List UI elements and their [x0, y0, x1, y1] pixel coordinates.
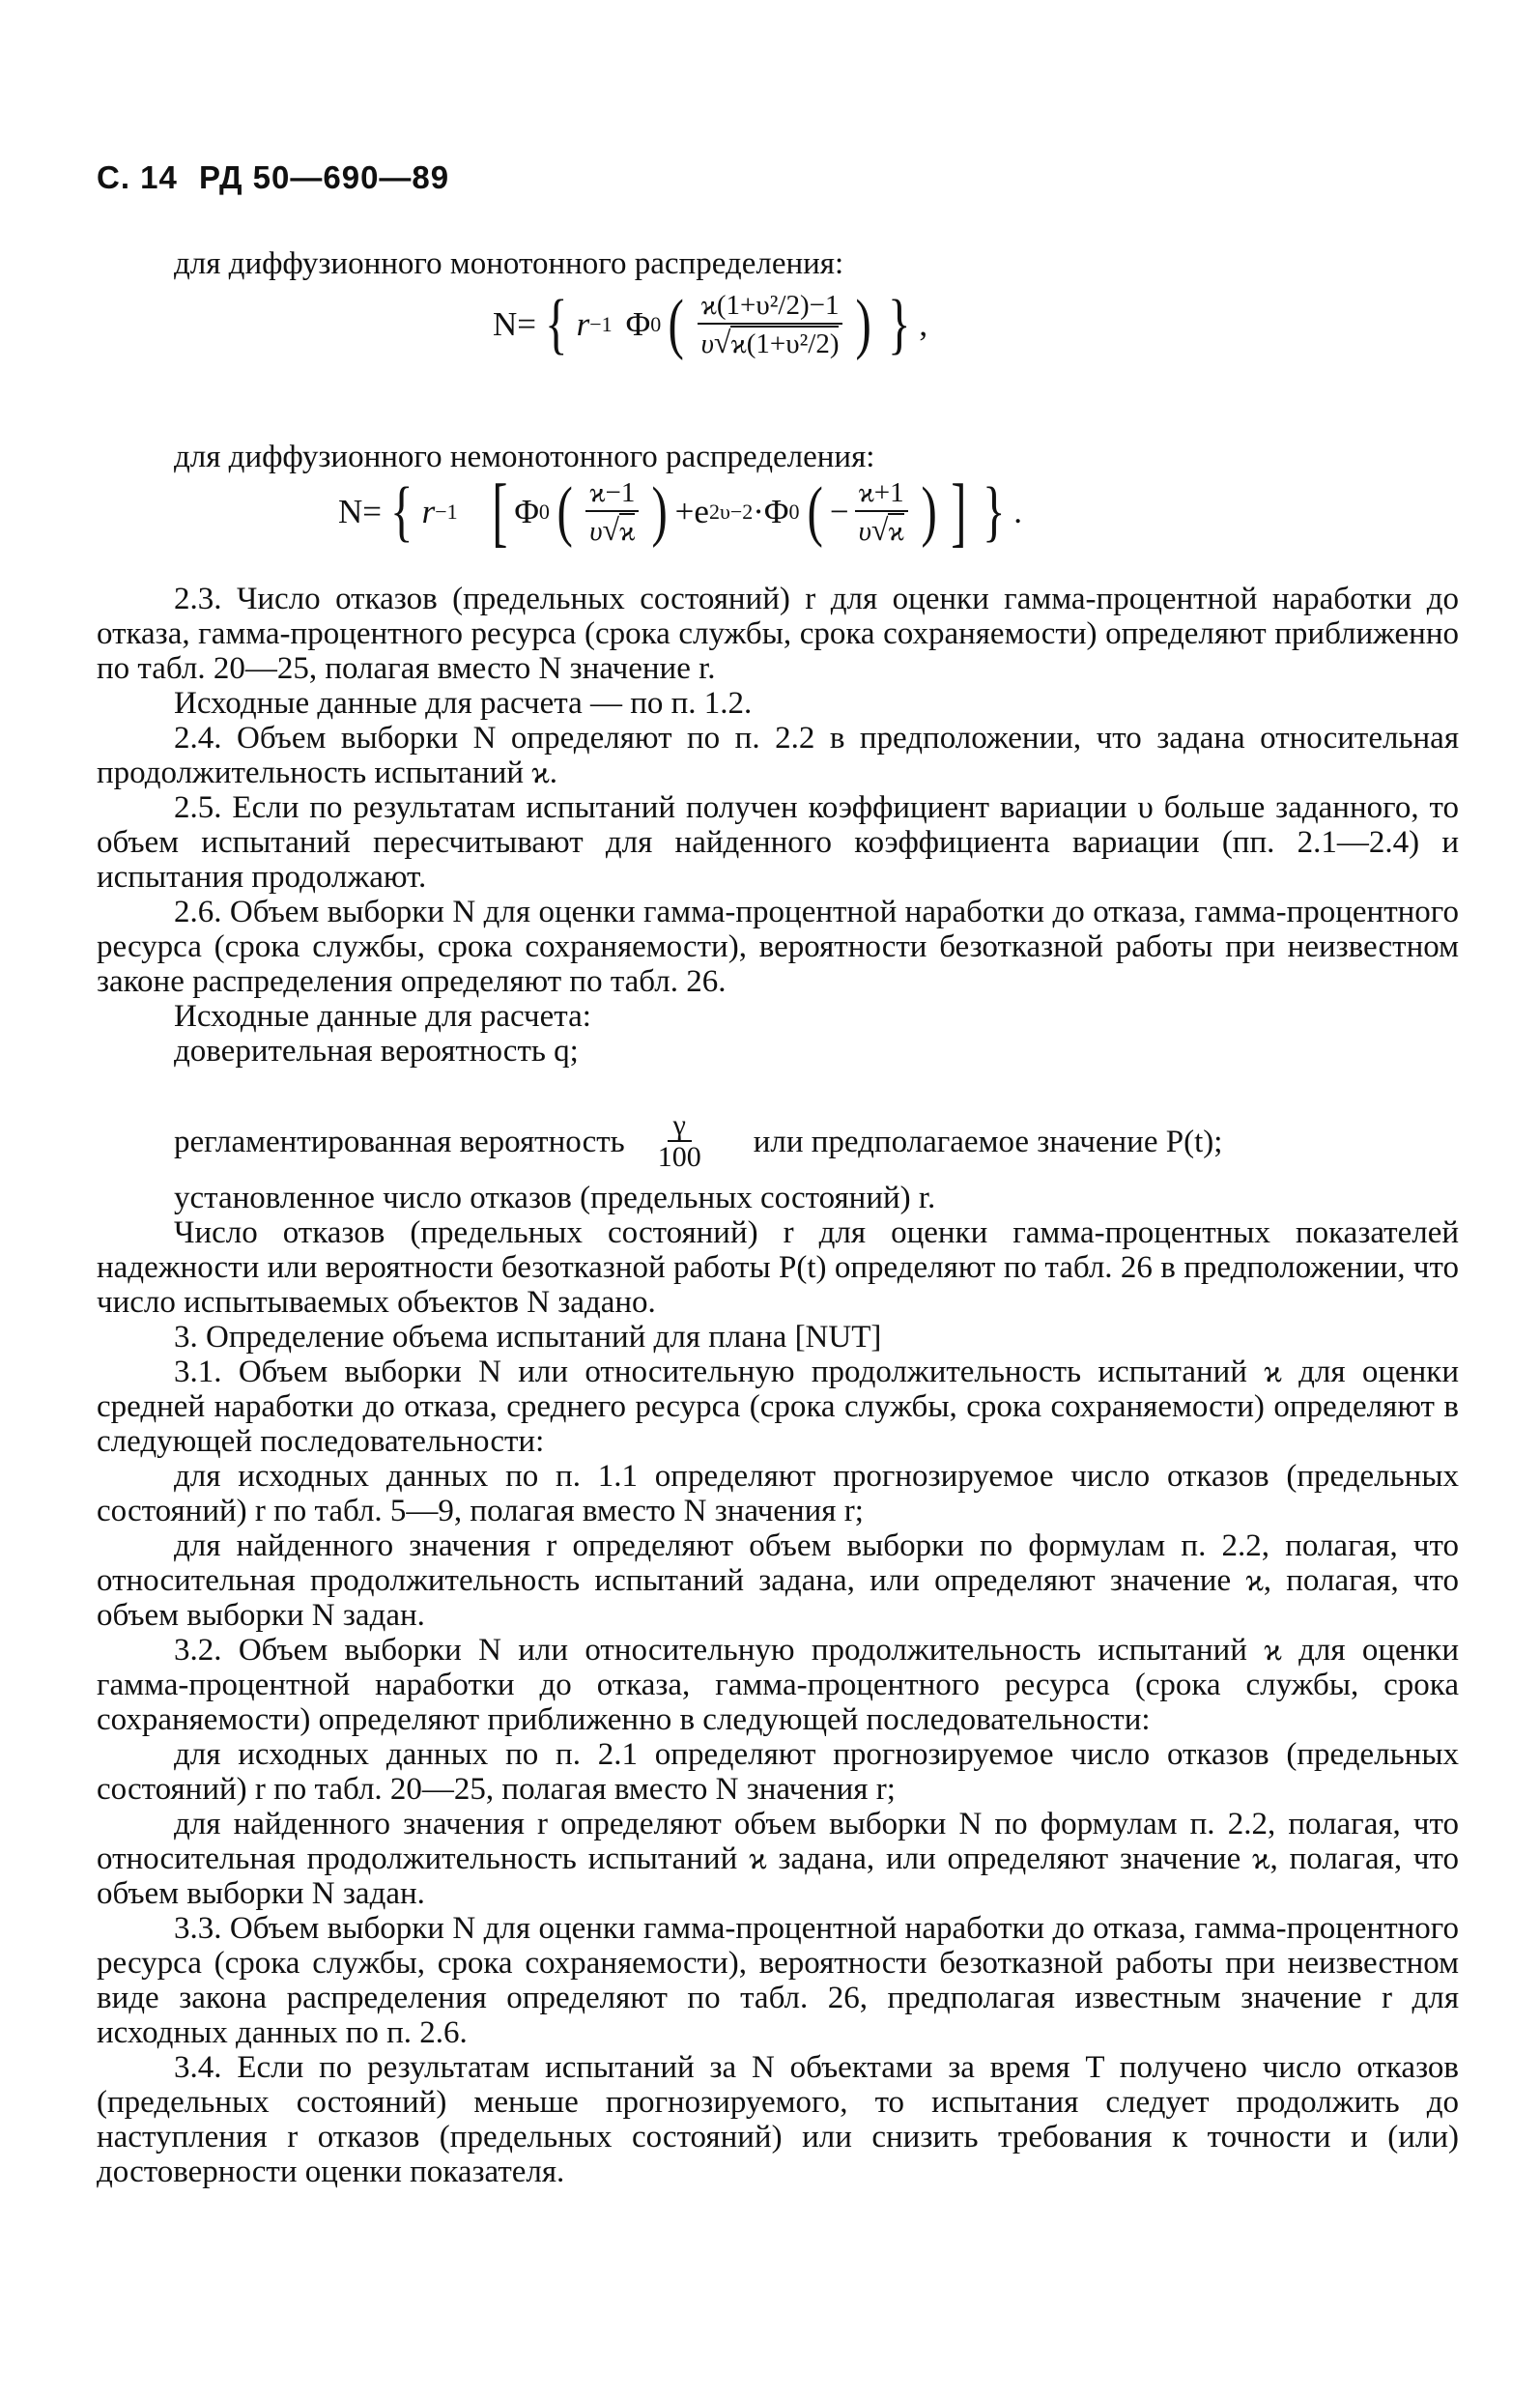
para-failures: установленное число отказов (предельных состояний) r. [174, 1181, 936, 1215]
section-3-heading: 3. Определение объема испытаний для плана [NUT] [174, 1320, 882, 1355]
fraction-1 [585, 477, 639, 547]
formula-monotone [493, 287, 928, 361]
numerator-1: ϰ−1 [585, 477, 639, 512]
paren-open: ( [668, 287, 685, 361]
paren-close: ) [855, 287, 872, 361]
bracket-open: [ [492, 470, 507, 555]
phi-subscript: 0 [650, 312, 662, 336]
para-3-2: 3.2. Объем выборки N или относительную продолжительность испытаний ϰ для оценки гамма-процентной наработки до отказа, гамма-процентного ресурса (срока службы, срока сохраняемости) определяют приближенно в следующей последовательности: [97, 1633, 1459, 1737]
plus-e: +e [674, 493, 709, 530]
bracket-close: ] [951, 470, 967, 555]
den-v: υ [589, 516, 603, 547]
gamma-num: γ [668, 1111, 692, 1142]
radicand: ϰ [619, 513, 635, 547]
phi-symbol: Φ [514, 493, 539, 530]
brace-close: } [982, 474, 1006, 549]
gamma-line [97, 1111, 1459, 1173]
para-3-4: 3.4. Если по результатам испытаний за N объектами за время T получено число отказов (предельных состояний) меньше прогнозируемого, то испытания следует продолжить до наступления r отказов (предельных состояний) или снизить требования к точности и (или) достоверности оценки показателя. [97, 2050, 1459, 2189]
radicand: ϰ(1+υ²/2) [730, 326, 839, 359]
phi-symbol-2: Φ [763, 493, 789, 530]
para-2-5: 2.5. Если по результатам испытаний получен коэффициент вариации υ больше заданного, то объем испытаний пересчитывают для найденного коэффициента вариации (пп. 2.1—2.4) и испытания продолжают. [97, 790, 1459, 895]
den-v: υ [700, 328, 714, 359]
exponent: −1 [589, 312, 613, 336]
para-3-1-a: для исходных данных по п. 1.1 определяют прогнозируемое число отказов (предельных состояний) r по табл. 5—9, полагая вместо N значения r; [97, 1459, 1459, 1528]
formula-nonmonotone [338, 470, 1022, 555]
r-symbol: r [421, 493, 436, 530]
phi-subscript-2: 0 [788, 499, 800, 524]
monotone-label: для диффузионного монотонного распределения: [174, 246, 844, 281]
page-number: С. 14 [97, 159, 178, 195]
brace-open: { [390, 474, 414, 549]
gamma-fraction [652, 1111, 707, 1173]
formula-tail: . [1013, 493, 1022, 530]
para-3-1: 3.1. Объем выборки N или относительную продолжительность испытаний ϰ для оценки средней наработки до отказа, среднего ресурса (срока службы, срока сохраняемости) определяют в следующей последовательности: [97, 1355, 1459, 1459]
para-3-2-b: для найденного значения r определяют объем выборки N по формулам п. 2.2, полагая, что относительная продолжительность испытаний ϰ задана, или определяют значение ϰ, полагая, что объем выборки N задан. [97, 1807, 1459, 1911]
exponent: −1 [435, 499, 458, 524]
brace-close: } [887, 287, 911, 361]
gamma-row [97, 1111, 1459, 1173]
phi-symbol: Φ [625, 305, 651, 343]
para-3-1-b: для найденного значения r определяют объем выборки по формулам п. 2.2, полагая, что относительная продолжительность испытаний задана, или определяют значение ϰ, полагая, что объем выборки N задан. [97, 1528, 1459, 1633]
para-initial-data-2: Исходные данные для расчета: [174, 999, 591, 1034]
nonmonotone-label: для диффузионного немонотонного распределения: [174, 440, 875, 474]
para-3-2-a: для исходных данных по п. 2.1 определяют прогнозируемое число отказов (предельных состояний) r по табл. 20—25, полагая вместо N значения r; [97, 1737, 1459, 1807]
phi-subscript: 0 [538, 499, 550, 524]
numerator: ϰ(1+υ²/2)−1 [698, 290, 843, 325]
den-v-2: υ [858, 516, 871, 547]
denominator: υ√ϰ(1+υ²/2) [700, 325, 840, 359]
para-confidence: доверительная вероятность q; [174, 1034, 579, 1069]
para-initial-data: Исходные данные для расчета — по п. 1.2. [174, 686, 753, 721]
para-2-3: 2.3. Число отказов (предельных состояний) r для оценки гамма-процентной наработки до отказа, гамма-процентного ресурса (срока службы, срока сохраняемости) определяют приближенно по табл. 20—25, полагая вместо N значение r. [97, 582, 1459, 686]
formula-tail: , [919, 305, 928, 343]
multiply-dot: · [753, 493, 764, 530]
document-code: РД 50—690—89 [199, 159, 450, 195]
numerator-2: ϰ+1 [855, 477, 908, 512]
formula-lhs: N= [338, 493, 383, 530]
page-header [97, 159, 461, 196]
denominator-2: υ√ϰ [858, 512, 904, 547]
paren-open-2: ( [806, 474, 823, 549]
gamma-left-text: регламентированная вероятность [174, 1125, 625, 1159]
section-2-text [97, 582, 1459, 1069]
para-2-4: 2.4. Объем выборки N определяют по п. 2.2 в предположении, что задана относительная продолжительность испытаний ϰ. [97, 721, 1459, 790]
e-exponent: 2υ−2 [708, 499, 754, 524]
para-2-6: 2.6. Объем выборки N для оценки гамма-процентной наработки до отказа, гамма-процентного ресурса (срока службы, срока сохраняемости), вероятности безотказной работы при неизвестном законе распределения определяют по табл. 26. [97, 895, 1459, 999]
denominator-1: υ√ϰ [589, 512, 636, 547]
para-failures-count: Число отказов (предельных состояний) r для оценки гамма-процентных показателей надежности или вероятности безотказной работы P(t) определяют по табл. 26 в предположении, что число испытываемых объектов N задано. [97, 1215, 1459, 1320]
gamma-right-text: или предполагаемое значение P(t); [753, 1125, 1223, 1159]
paren-close-2: ) [921, 474, 937, 549]
paren-open: ( [556, 474, 573, 549]
fraction [698, 290, 843, 359]
gamma-den: 100 [657, 1141, 701, 1173]
section-3-text [97, 1181, 1459, 2189]
r-symbol: r [576, 305, 590, 343]
brace-open: { [545, 287, 568, 361]
formula-lhs: N= [493, 305, 537, 343]
radicand-2: ϰ [888, 513, 903, 547]
paren-close: ) [651, 474, 669, 549]
fraction-2 [855, 477, 908, 547]
para-3-3: 3.3. Объем выборки N для оценки гамма-процентной наработки до отказа, гамма-процентного ресурса (срока службы, срока сохраняемости), вероятности безотказной работы при неизвестном виде закона распределения определяют по табл. 26, предполагая известным значение r для исходных данных по п. 2.6. [97, 1911, 1459, 2050]
minus-sign: − [829, 493, 849, 530]
